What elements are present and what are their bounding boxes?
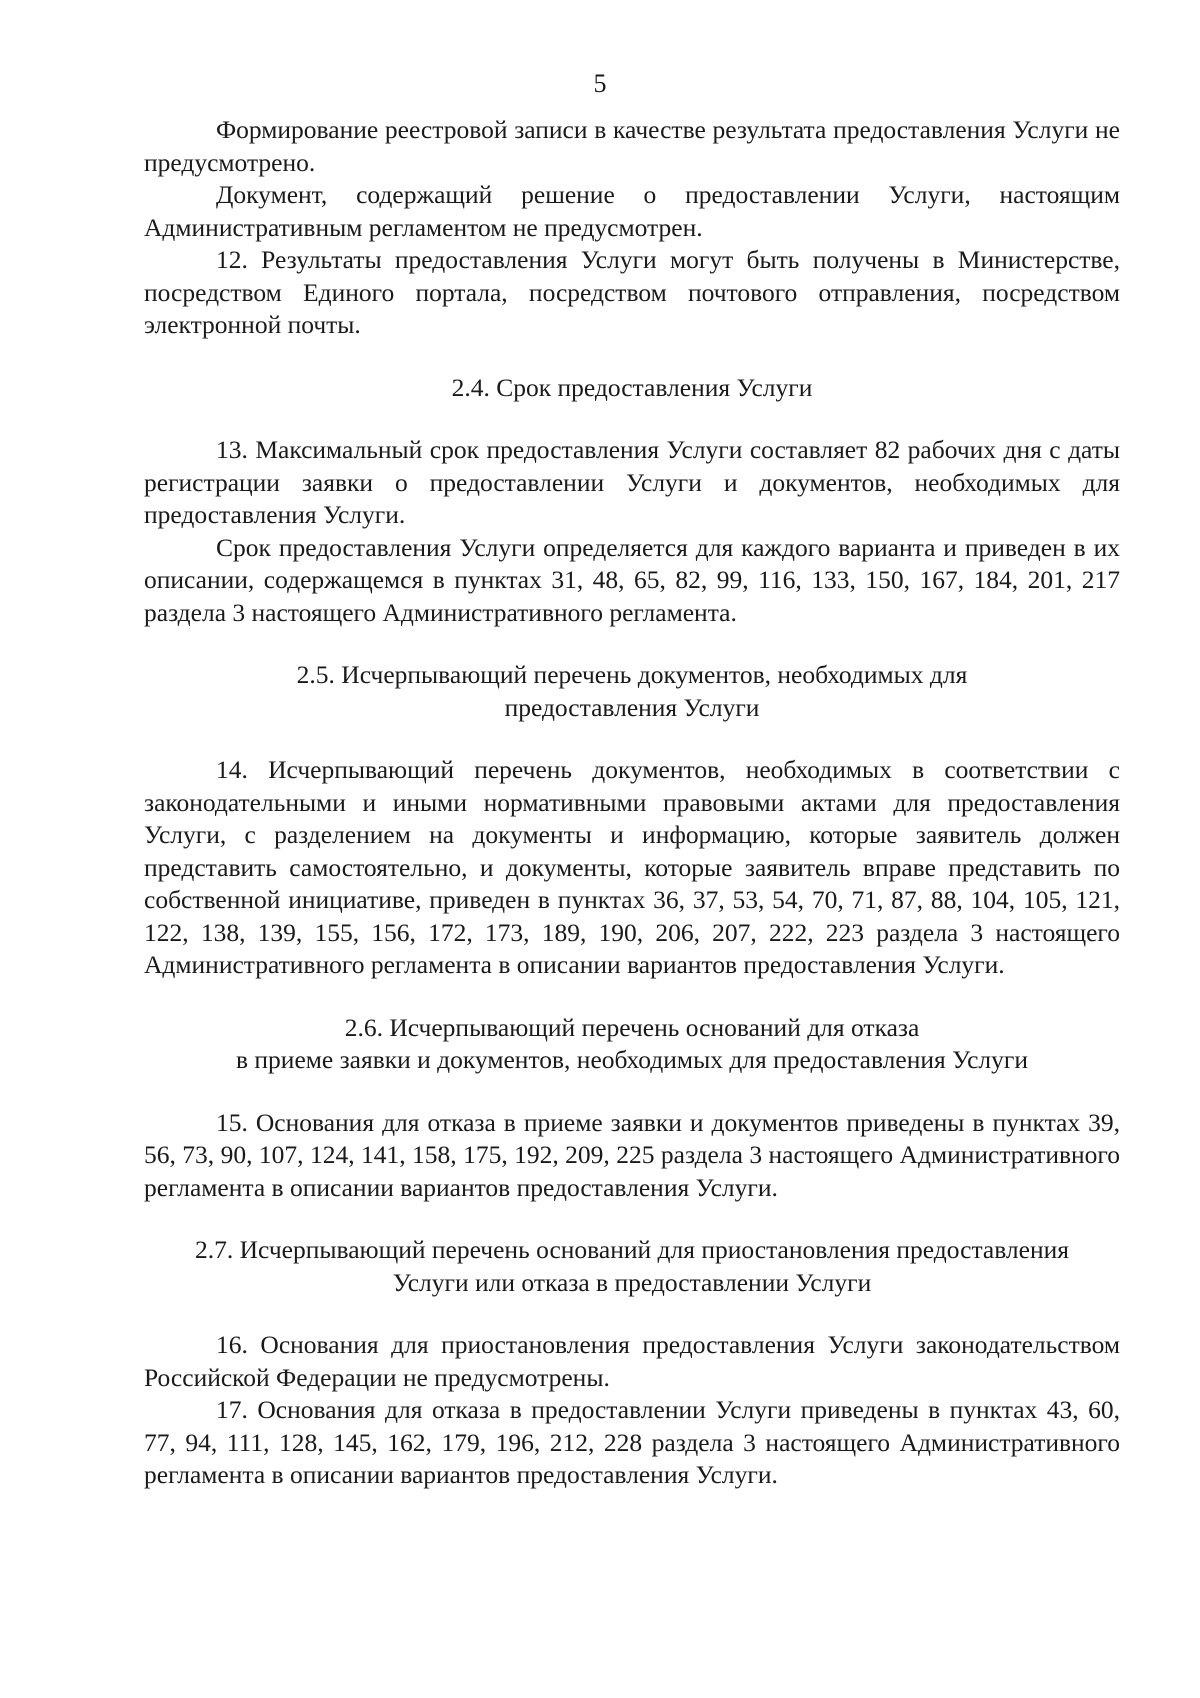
paragraph-14-documents-list: 14. Исчерпывающий перечень документов, необходимых в соответствии с законодательными и иными нормативными правовыми актами для предоставления Услуги, с разделением на документы и информацию, которые заявитель должен представить самостоятельно, и документы, которые заявитель вправе представить по собственной инициативе, приведен в пунктах 36, 37, 53, 54, 70, 71, 87, 88, 104, 105, 121, 122, 138, 139, 155, 156, 172, 173, 189, 190, 206, 207, 222, 223 раздела 3 настоящего Административного регламента в описании вариантов предоставления Услуги. bbox=[144, 755, 1120, 979]
section-heading-2-7-line-1: 2.7. Исчерпывающий перечень оснований для приостановления предоставления bbox=[195, 1235, 1069, 1264]
paragraph-registry-record: Формирование реестровой записи в качестве результата предоставления Услуги не предусмотрено. bbox=[144, 115, 1120, 177]
paragraph-16-suspension-grounds: 16. Основания для приостановления предоставления Услуги законодательством Российской Федерации не предусмотрены. bbox=[144, 1330, 1120, 1392]
section-heading-2-5-line-2: предоставления Услуги bbox=[504, 692, 760, 722]
section-heading-2-6-line-1: 2.6. Исчерпывающий перечень оснований для отказа bbox=[344, 1012, 920, 1042]
section-heading-2-7 bbox=[144, 1234, 1120, 1299]
section-heading-2-5 bbox=[144, 659, 1120, 724]
paragraph-12-results: 12. Результаты предоставления Услуги могут быть получены в Министерстве, посредством Единого портала, посредством почтового отправления, посредством электронной почты. bbox=[144, 245, 1120, 339]
paragraph-decision-document: Документ, содержащий решение о предоставлении Услуги, настоящим Административным регламентом не предусмотрен. bbox=[144, 180, 1120, 242]
section-heading-2-7-line-2: Услуги или отказа в предоставлении Услуги bbox=[392, 1267, 872, 1297]
section-heading-2-6 bbox=[144, 1012, 1120, 1077]
paragraph-term-per-variant: Срок предоставления Услуги определяется для каждого варианта и приведен в их описании, содержащемся в пунктах 31, 48, 65, 82, 99, 116, 133, 150, 167, 184, 201, 217 раздела 3 настоящего Административного регламента. bbox=[144, 532, 1120, 627]
paragraph-13-max-term: 13. Максимальный срок предоставления Услуги составляет 82 рабочих дня с даты регистрации заявки о предоставлении Услуги и документов, необходимых для предоставления Услуги. bbox=[144, 435, 1120, 529]
paragraph-15-refusal-grounds: 15. Основания для отказа в приеме заявки и документов приведены в пунктах 39, 56, 73, 90, 107, 124, 141, 158, 175, 192, 209, 225 раздела 3 настоящего Административного регламента в описании вариантов предоставления Услуги. bbox=[144, 1107, 1120, 1202]
page-number: 5 bbox=[593, 69, 607, 98]
section-heading-2-5-line-1: 2.5. Исчерпывающий перечень документов, необходимых для bbox=[296, 660, 968, 689]
section-heading-2-4: 2.4. Срок предоставления Услуги bbox=[451, 372, 813, 402]
document-body bbox=[144, 114, 1120, 1492]
paragraph-17-refusal-service: 17. Основания для отказа в предоставлении Услуги приведены в пунктах 43, 60, 77, 94, 111, 128, 145, 162, 179, 196, 212, 228 раздела 3 настоящего Административного регламента в описании вариантов предоставления Услуги. bbox=[144, 1395, 1120, 1489]
section-heading-2-6-line-2: в приеме заявки и документов, необходимых для предоставления Услуги bbox=[235, 1045, 1028, 1074]
